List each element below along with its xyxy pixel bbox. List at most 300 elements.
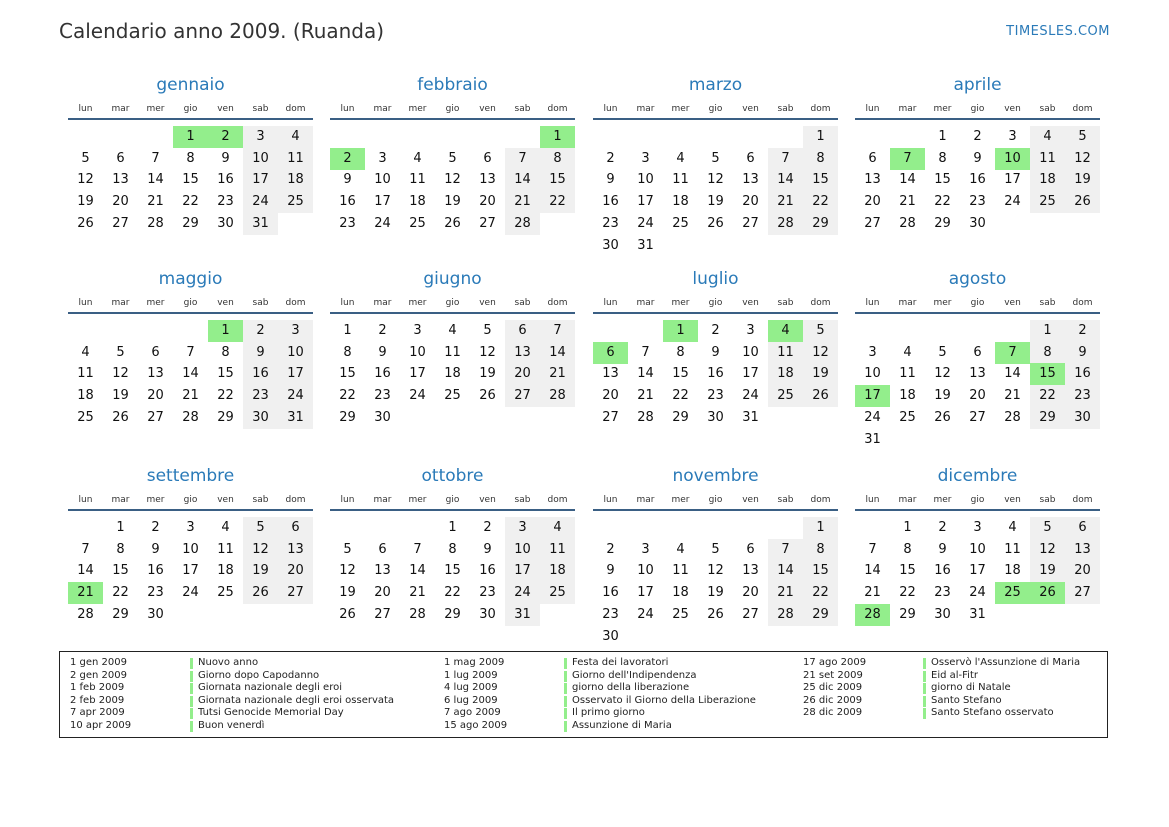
day-cell[interactable]: 14: [77, 563, 94, 579]
day-cell[interactable]: 13: [864, 172, 881, 188]
day-cell[interactable]: 8: [221, 344, 230, 360]
day-cell[interactable]: 5: [711, 541, 720, 557]
day-cell[interactable]: 21: [899, 194, 916, 210]
day-cell[interactable]: 4: [1030, 126, 1065, 148]
day-cell[interactable]: 19: [339, 585, 356, 601]
day-cell[interactable]: 18: [672, 585, 689, 601]
day-cell[interactable]: 9: [378, 344, 387, 360]
day-cell[interactable]: 3: [641, 150, 650, 166]
day-cell[interactable]: 9: [1065, 342, 1100, 364]
day-cell[interactable]: 20: [864, 194, 881, 210]
day-cell[interactable]: 3: [641, 541, 650, 557]
day-cell[interactable]: 2: [606, 541, 615, 557]
day-cell[interactable]: 18: [1004, 563, 1021, 579]
day-cell[interactable]: 9: [483, 541, 492, 557]
day-cell[interactable]: 9: [606, 563, 615, 579]
day-cell[interactable]: 18: [217, 563, 234, 579]
day-cell[interactable]: 3: [746, 323, 755, 338]
day-cell[interactable]: 11: [278, 148, 313, 170]
day-cell[interactable]: 24: [243, 191, 278, 213]
day-cell[interactable]: 15: [899, 563, 916, 579]
day-cell[interactable]: 23: [969, 194, 986, 210]
day-cell[interactable]: 29: [339, 409, 356, 425]
day-cell[interactable]: 2: [378, 323, 387, 338]
day-cell[interactable]: 31: [637, 237, 654, 253]
holiday-day-cell[interactable]: 1: [540, 126, 575, 148]
day-cell[interactable]: 24: [409, 388, 426, 404]
day-cell[interactable]: 2: [973, 129, 982, 144]
day-cell[interactable]: 27: [147, 409, 164, 425]
day-cell[interactable]: 25: [672, 606, 689, 622]
day-cell[interactable]: 8: [903, 541, 912, 557]
day-cell[interactable]: 12: [707, 563, 724, 579]
day-cell[interactable]: 27: [742, 215, 759, 231]
day-cell[interactable]: 29: [217, 409, 234, 425]
day-cell[interactable]: 26: [803, 385, 838, 407]
day-cell[interactable]: 12: [803, 342, 838, 364]
day-cell[interactable]: 17: [1004, 172, 1021, 188]
day-cell[interactable]: 31: [969, 606, 986, 622]
day-cell[interactable]: 6: [746, 541, 755, 557]
holiday-day-cell[interactable]: 1: [208, 320, 243, 342]
day-cell[interactable]: 2: [243, 320, 278, 342]
day-cell[interactable]: 19: [479, 366, 496, 382]
day-cell[interactable]: 12: [707, 172, 724, 188]
day-cell[interactable]: 31: [505, 604, 540, 626]
day-cell[interactable]: 19: [803, 363, 838, 385]
day-cell[interactable]: 18: [672, 194, 689, 210]
day-cell[interactable]: 29: [112, 606, 129, 622]
day-cell[interactable]: 4: [448, 323, 457, 338]
day-cell[interactable]: 23: [217, 194, 234, 210]
day-cell[interactable]: 18: [444, 366, 461, 382]
day-cell[interactable]: 12: [444, 172, 461, 188]
day-cell[interactable]: 8: [676, 344, 685, 360]
day-cell[interactable]: 20: [969, 388, 986, 404]
day-cell[interactable]: 6: [505, 320, 540, 342]
day-cell[interactable]: 15: [339, 366, 356, 382]
day-cell[interactable]: 16: [479, 563, 496, 579]
day-cell[interactable]: 3: [278, 320, 313, 342]
day-cell[interactable]: 14: [1004, 366, 1021, 382]
day-cell[interactable]: 14: [409, 563, 426, 579]
day-cell[interactable]: 20: [742, 585, 759, 601]
day-cell[interactable]: 22: [672, 388, 689, 404]
day-cell[interactable]: 2: [1065, 320, 1100, 342]
day-cell[interactable]: 26: [339, 606, 356, 622]
day-cell[interactable]: 8: [343, 344, 352, 360]
day-cell[interactable]: 24: [505, 582, 540, 604]
day-cell[interactable]: 5: [1065, 126, 1100, 148]
day-cell[interactable]: 28: [637, 409, 654, 425]
day-cell[interactable]: 24: [1004, 194, 1021, 210]
day-cell[interactable]: 17: [505, 560, 540, 582]
day-cell[interactable]: 18: [768, 363, 803, 385]
day-cell[interactable]: 13: [112, 172, 129, 188]
day-cell[interactable]: 7: [868, 541, 877, 557]
holiday-day-cell[interactable]: 25: [995, 582, 1030, 604]
day-cell[interactable]: 26: [1065, 191, 1100, 213]
day-cell[interactable]: 13: [969, 366, 986, 382]
day-cell[interactable]: 21: [409, 585, 426, 601]
day-cell[interactable]: 16: [602, 585, 619, 601]
day-cell[interactable]: 16: [339, 194, 356, 210]
day-cell[interactable]: 28: [409, 606, 426, 622]
day-cell[interactable]: 13: [147, 366, 164, 382]
day-cell[interactable]: 30: [707, 409, 724, 425]
day-cell[interactable]: 24: [864, 409, 881, 425]
day-cell[interactable]: 23: [374, 388, 391, 404]
day-cell[interactable]: 17: [637, 194, 654, 210]
day-cell[interactable]: 16: [602, 194, 619, 210]
day-cell[interactable]: 20: [602, 388, 619, 404]
day-cell[interactable]: 7: [413, 541, 422, 557]
day-cell[interactable]: 10: [637, 563, 654, 579]
day-cell[interactable]: 23: [1065, 385, 1100, 407]
holiday-day-cell[interactable]: 4: [768, 320, 803, 342]
holiday-day-cell[interactable]: 17: [855, 385, 890, 407]
day-cell[interactable]: 28: [540, 385, 575, 407]
day-cell[interactable]: 5: [1030, 517, 1065, 539]
day-cell[interactable]: 13: [602, 366, 619, 382]
day-cell[interactable]: 10: [182, 541, 199, 557]
day-cell[interactable]: 21: [768, 191, 803, 213]
day-cell[interactable]: 8: [1030, 342, 1065, 364]
day-cell[interactable]: 8: [803, 539, 838, 561]
day-cell[interactable]: 8: [186, 150, 195, 166]
day-cell[interactable]: 8: [116, 541, 125, 557]
day-cell[interactable]: 27: [969, 409, 986, 425]
day-cell[interactable]: 24: [374, 215, 391, 231]
day-cell[interactable]: 23: [934, 585, 951, 601]
day-cell[interactable]: 11: [1030, 148, 1065, 170]
day-cell[interactable]: 30: [147, 606, 164, 622]
day-cell[interactable]: 16: [969, 172, 986, 188]
day-cell[interactable]: 4: [903, 344, 912, 360]
day-cell[interactable]: 17: [409, 366, 426, 382]
day-cell[interactable]: 14: [899, 172, 916, 188]
day-cell[interactable]: 9: [711, 344, 720, 360]
day-cell[interactable]: 28: [1004, 409, 1021, 425]
day-cell[interactable]: 1: [938, 129, 947, 144]
day-cell[interactable]: 20: [147, 388, 164, 404]
day-cell[interactable]: 5: [448, 150, 457, 166]
day-cell[interactable]: 23: [602, 606, 619, 622]
day-cell[interactable]: 23: [339, 215, 356, 231]
day-cell[interactable]: 2: [938, 520, 947, 535]
day-cell[interactable]: 3: [413, 323, 422, 338]
day-cell[interactable]: 21: [864, 585, 881, 601]
day-cell[interactable]: 5: [116, 344, 125, 360]
day-cell[interactable]: 27: [374, 606, 391, 622]
day-cell[interactable]: 15: [803, 169, 838, 191]
day-cell[interactable]: 28: [77, 606, 94, 622]
day-cell[interactable]: 2: [711, 323, 720, 338]
day-cell[interactable]: 10: [243, 148, 278, 170]
day-cell[interactable]: 2: [151, 520, 160, 535]
day-cell[interactable]: 31: [864, 431, 881, 447]
day-cell[interactable]: 31: [278, 407, 313, 429]
day-cell[interactable]: 3: [1008, 129, 1017, 144]
day-cell[interactable]: 4: [540, 517, 575, 539]
day-cell[interactable]: 3: [243, 126, 278, 148]
holiday-day-cell[interactable]: 21: [68, 582, 103, 604]
day-cell[interactable]: 30: [479, 606, 496, 622]
day-cell[interactable]: 18: [278, 169, 313, 191]
day-cell[interactable]: 3: [973, 520, 982, 535]
day-cell[interactable]: 22: [934, 194, 951, 210]
day-cell[interactable]: 14: [540, 342, 575, 364]
day-cell[interactable]: 15: [444, 563, 461, 579]
day-cell[interactable]: 20: [278, 560, 313, 582]
day-cell[interactable]: 30: [374, 409, 391, 425]
day-cell[interactable]: 29: [934, 215, 951, 231]
day-cell[interactable]: 22: [899, 585, 916, 601]
day-cell[interactable]: 26: [479, 388, 496, 404]
day-cell[interactable]: 1: [116, 520, 125, 535]
day-cell[interactable]: 25: [899, 409, 916, 425]
day-cell[interactable]: 1: [343, 323, 352, 338]
day-cell[interactable]: 1: [448, 520, 457, 535]
day-cell[interactable]: 6: [1065, 517, 1100, 539]
day-cell[interactable]: 10: [374, 172, 391, 188]
day-cell[interactable]: 28: [899, 215, 916, 231]
day-cell[interactable]: 5: [343, 541, 352, 557]
day-cell[interactable]: 3: [378, 150, 387, 166]
day-cell[interactable]: 6: [116, 150, 125, 166]
day-cell[interactable]: 9: [938, 541, 947, 557]
day-cell[interactable]: 19: [444, 194, 461, 210]
day-cell[interactable]: 30: [602, 237, 619, 253]
day-cell[interactable]: 12: [77, 172, 94, 188]
day-cell[interactable]: 25: [278, 191, 313, 213]
day-cell[interactable]: 5: [711, 150, 720, 166]
day-cell[interactable]: 7: [540, 320, 575, 342]
day-cell[interactable]: 30: [1065, 407, 1100, 429]
day-cell[interactable]: 11: [899, 366, 916, 382]
day-cell[interactable]: 30: [217, 215, 234, 231]
day-cell[interactable]: 28: [505, 213, 540, 235]
day-cell[interactable]: 11: [540, 539, 575, 561]
day-cell[interactable]: 20: [479, 194, 496, 210]
day-cell[interactable]: 19: [707, 585, 724, 601]
day-cell[interactable]: 21: [540, 363, 575, 385]
holiday-day-cell[interactable]: 2: [330, 148, 365, 170]
day-cell[interactable]: 26: [112, 409, 129, 425]
day-cell[interactable]: 3: [186, 520, 195, 535]
day-cell[interactable]: 11: [672, 563, 689, 579]
day-cell[interactable]: 29: [803, 604, 838, 626]
day-cell[interactable]: 19: [112, 388, 129, 404]
day-cell[interactable]: 20: [374, 585, 391, 601]
day-cell[interactable]: 12: [934, 366, 951, 382]
day-cell[interactable]: 10: [969, 541, 986, 557]
day-cell[interactable]: 18: [540, 560, 575, 582]
day-cell[interactable]: 22: [1030, 385, 1065, 407]
holiday-day-cell[interactable]: 7: [890, 148, 925, 170]
day-cell[interactable]: 16: [147, 563, 164, 579]
day-cell[interactable]: 21: [637, 388, 654, 404]
day-cell[interactable]: 7: [186, 344, 195, 360]
day-cell[interactable]: 13: [374, 563, 391, 579]
day-cell[interactable]: 4: [676, 541, 685, 557]
day-cell[interactable]: 10: [864, 366, 881, 382]
day-cell[interactable]: 8: [448, 541, 457, 557]
day-cell[interactable]: 4: [278, 126, 313, 148]
day-cell[interactable]: 21: [768, 582, 803, 604]
day-cell[interactable]: 12: [1065, 148, 1100, 170]
day-cell[interactable]: 5: [243, 517, 278, 539]
day-cell[interactable]: 25: [768, 385, 803, 407]
day-cell[interactable]: 27: [505, 385, 540, 407]
day-cell[interactable]: 10: [505, 539, 540, 561]
day-cell[interactable]: 26: [707, 606, 724, 622]
day-cell[interactable]: 2: [483, 520, 492, 535]
day-cell[interactable]: 21: [182, 388, 199, 404]
day-cell[interactable]: 25: [540, 582, 575, 604]
day-cell[interactable]: 30: [934, 606, 951, 622]
day-cell[interactable]: 18: [77, 388, 94, 404]
day-cell[interactable]: 24: [637, 606, 654, 622]
day-cell[interactable]: 25: [409, 215, 426, 231]
holiday-day-cell[interactable]: 15: [1030, 363, 1065, 385]
day-cell[interactable]: 17: [374, 194, 391, 210]
day-cell[interactable]: 10: [278, 342, 313, 364]
day-cell[interactable]: 19: [707, 194, 724, 210]
day-cell[interactable]: 23: [243, 385, 278, 407]
day-cell[interactable]: 20: [112, 194, 129, 210]
day-cell[interactable]: 7: [505, 148, 540, 170]
day-cell[interactable]: 25: [1030, 191, 1065, 213]
day-cell[interactable]: 14: [864, 563, 881, 579]
holiday-day-cell[interactable]: 26: [1030, 582, 1065, 604]
day-cell[interactable]: 19: [934, 388, 951, 404]
day-cell[interactable]: 22: [217, 388, 234, 404]
day-cell[interactable]: 22: [803, 582, 838, 604]
day-cell[interactable]: 9: [606, 172, 615, 188]
day-cell[interactable]: 5: [803, 320, 838, 342]
day-cell[interactable]: 22: [444, 585, 461, 601]
day-cell[interactable]: 11: [1004, 541, 1021, 557]
day-cell[interactable]: 1: [1030, 320, 1065, 342]
day-cell[interactable]: 12: [1030, 539, 1065, 561]
day-cell[interactable]: 18: [1030, 169, 1065, 191]
day-cell[interactable]: 22: [182, 194, 199, 210]
day-cell[interactable]: 26: [707, 215, 724, 231]
day-cell[interactable]: 11: [672, 172, 689, 188]
day-cell[interactable]: 13: [742, 563, 759, 579]
day-cell[interactable]: 27: [864, 215, 881, 231]
day-cell[interactable]: 7: [641, 344, 650, 360]
day-cell[interactable]: 26: [243, 582, 278, 604]
day-cell[interactable]: 27: [602, 409, 619, 425]
day-cell[interactable]: 26: [934, 409, 951, 425]
day-cell[interactable]: 23: [147, 585, 164, 601]
day-cell[interactable]: 17: [278, 363, 313, 385]
day-cell[interactable]: 15: [217, 366, 234, 382]
day-cell[interactable]: 27: [278, 582, 313, 604]
day-cell[interactable]: 20: [505, 363, 540, 385]
day-cell[interactable]: 20: [1065, 560, 1100, 582]
day-cell[interactable]: 18: [409, 194, 426, 210]
day-cell[interactable]: 17: [182, 563, 199, 579]
day-cell[interactable]: 8: [803, 148, 838, 170]
day-cell[interactable]: 29: [899, 606, 916, 622]
day-cell[interactable]: 21: [147, 194, 164, 210]
day-cell[interactable]: 13: [278, 539, 313, 561]
day-cell[interactable]: 28: [768, 213, 803, 235]
day-cell[interactable]: 9: [973, 150, 982, 166]
day-cell[interactable]: 6: [868, 150, 877, 166]
day-cell[interactable]: 22: [339, 388, 356, 404]
day-cell[interactable]: 4: [413, 150, 422, 166]
day-cell[interactable]: 30: [969, 215, 986, 231]
day-cell[interactable]: 16: [217, 172, 234, 188]
day-cell[interactable]: 16: [707, 366, 724, 382]
day-cell[interactable]: 14: [637, 366, 654, 382]
day-cell[interactable]: 29: [182, 215, 199, 231]
day-cell[interactable]: 25: [444, 388, 461, 404]
day-cell[interactable]: 10: [637, 172, 654, 188]
day-cell[interactable]: 3: [505, 517, 540, 539]
day-cell[interactable]: 1: [803, 517, 838, 539]
day-cell[interactable]: 13: [479, 172, 496, 188]
day-cell[interactable]: 6: [483, 150, 492, 166]
day-cell[interactable]: 14: [505, 169, 540, 191]
day-cell[interactable]: 14: [768, 560, 803, 582]
day-cell[interactable]: 7: [768, 539, 803, 561]
day-cell[interactable]: 7: [151, 150, 160, 166]
day-cell[interactable]: 17: [637, 585, 654, 601]
day-cell[interactable]: 29: [1030, 407, 1065, 429]
day-cell[interactable]: 8: [540, 148, 575, 170]
day-cell[interactable]: 29: [672, 409, 689, 425]
day-cell[interactable]: 25: [77, 409, 94, 425]
day-cell[interactable]: 18: [899, 388, 916, 404]
day-cell[interactable]: 27: [112, 215, 129, 231]
day-cell[interactable]: 22: [803, 191, 838, 213]
day-cell[interactable]: 28: [768, 604, 803, 626]
day-cell[interactable]: 21: [1004, 388, 1021, 404]
day-cell[interactable]: 30: [602, 628, 619, 644]
day-cell[interactable]: 11: [444, 344, 461, 360]
day-cell[interactable]: 12: [112, 366, 129, 382]
day-cell[interactable]: 19: [1030, 560, 1065, 582]
day-cell[interactable]: 23: [707, 388, 724, 404]
day-cell[interactable]: 20: [742, 194, 759, 210]
day-cell[interactable]: 26: [444, 215, 461, 231]
day-cell[interactable]: 22: [540, 191, 575, 213]
day-cell[interactable]: 17: [742, 366, 759, 382]
day-cell[interactable]: 17: [969, 563, 986, 579]
day-cell[interactable]: 5: [938, 344, 947, 360]
day-cell[interactable]: 4: [81, 344, 90, 360]
day-cell[interactable]: 11: [768, 342, 803, 364]
day-cell[interactable]: 27: [479, 215, 496, 231]
day-cell[interactable]: 2: [606, 150, 615, 166]
day-cell[interactable]: 13: [505, 342, 540, 364]
day-cell[interactable]: 16: [374, 366, 391, 382]
day-cell[interactable]: 1: [903, 520, 912, 535]
day-cell[interactable]: 15: [672, 366, 689, 382]
day-cell[interactable]: 4: [1008, 520, 1017, 535]
day-cell[interactable]: 23: [479, 585, 496, 601]
day-cell[interactable]: 28: [182, 409, 199, 425]
day-cell[interactable]: 19: [243, 560, 278, 582]
day-cell[interactable]: 10: [742, 344, 759, 360]
day-cell[interactable]: 15: [182, 172, 199, 188]
day-cell[interactable]: 24: [969, 585, 986, 601]
